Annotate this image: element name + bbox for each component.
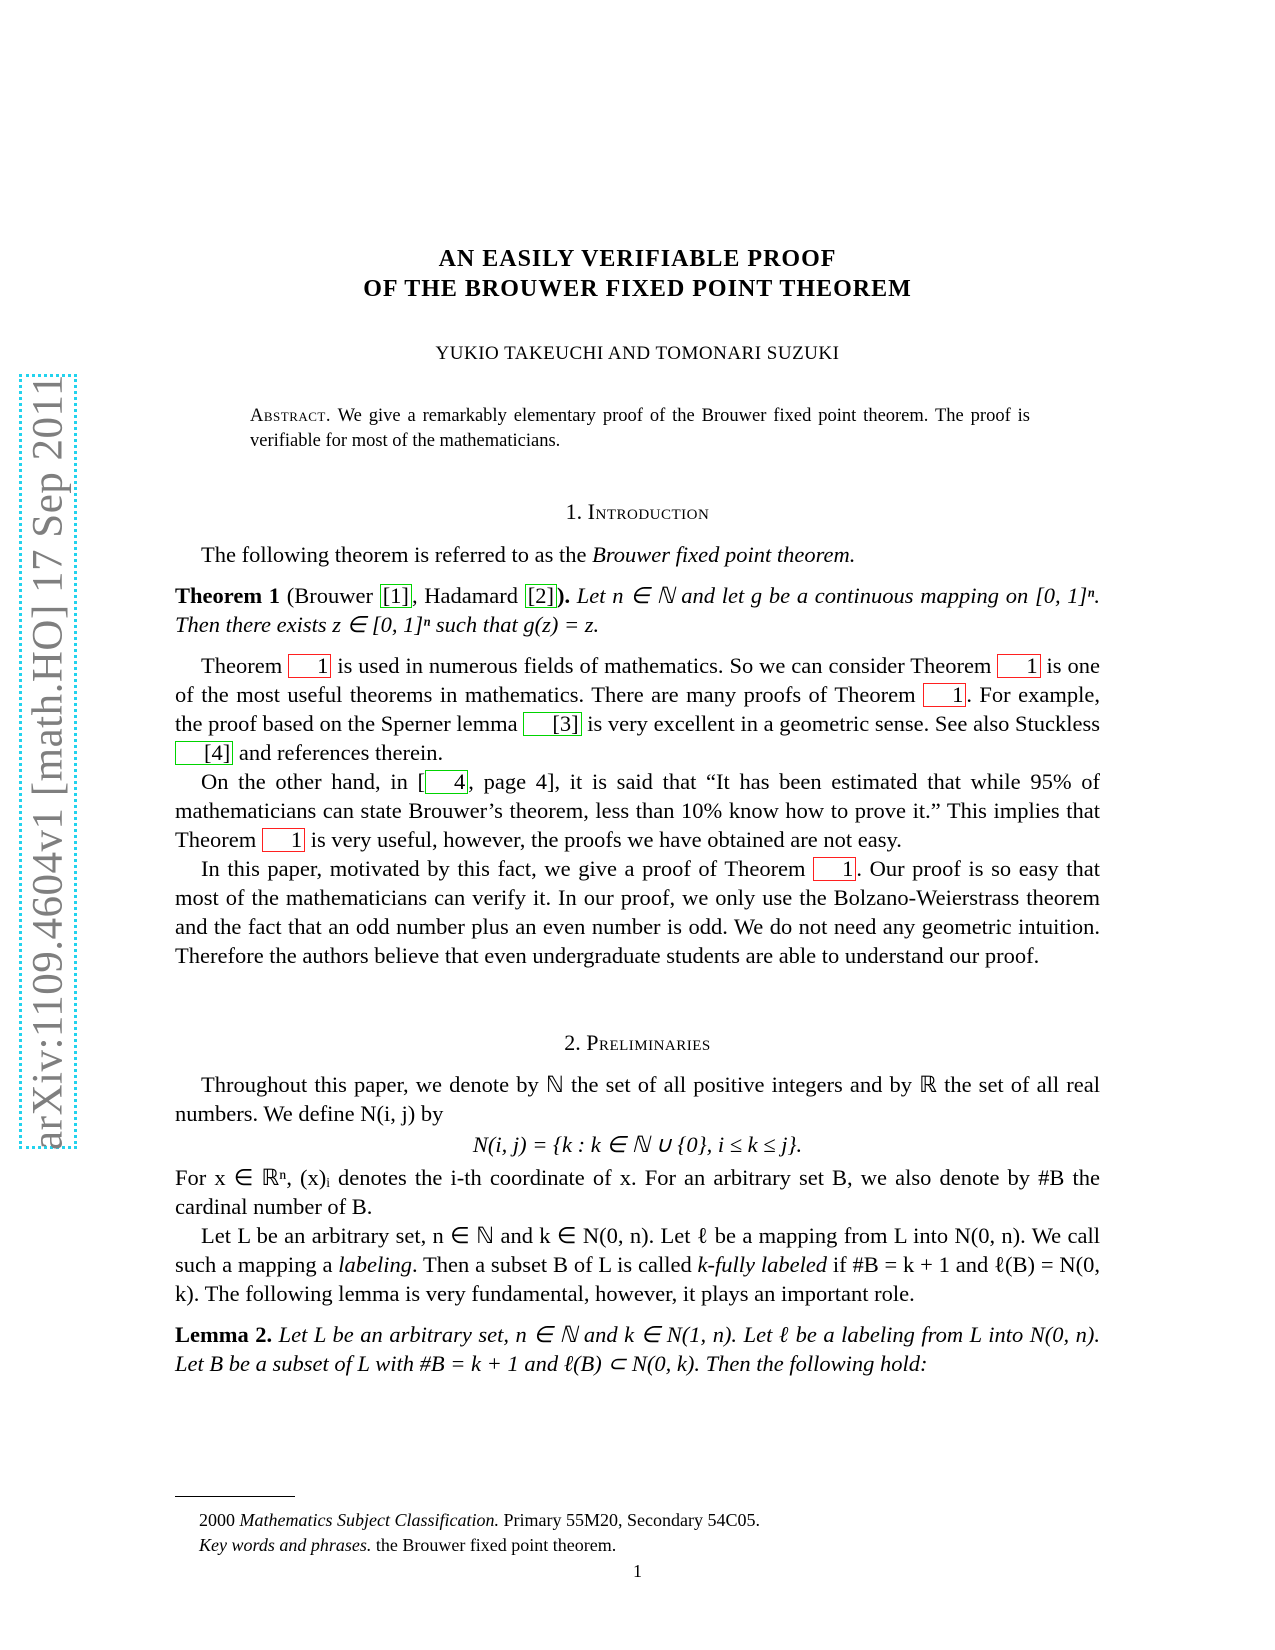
text: Key words and phrases.: [199, 1535, 372, 1555]
page-number: 1: [633, 1561, 642, 1581]
section-2-number: 2.: [564, 1030, 581, 1055]
text: is used in numerous fields of mathematics. So we can consider Theorem: [331, 653, 998, 678]
paragraph: For x ∈ ℝⁿ, (x)ᵢ denotes the i-th coordinate of x. For an arbitrary set B, we also denote by #B the cardinal number of B.: [175, 1165, 1100, 1219]
text: and references therein.: [233, 740, 444, 765]
abstract: [250, 404, 1030, 454]
theorem-1: [175, 581, 1100, 639]
text: Primary 55M20, Secondary 54C05.: [498, 1510, 760, 1530]
arxiv-stamp[interactable]: [19, 374, 77, 1149]
text: is very excellent in a geometric sense. See also Stuckless: [581, 711, 1100, 736]
section-1-body: [175, 540, 1100, 970]
theorem-attr: (Brouwer: [286, 583, 380, 608]
theorem-ref-link[interactable]: 1: [923, 683, 966, 707]
paper-title: [300, 244, 975, 304]
display-equation: N(i, j) = {k : k ∈ ℕ ∪ {0}, i ≤ k ≤ j}.: [472, 1132, 803, 1157]
citation-link[interactable]: [1]: [380, 584, 412, 608]
theorem-ref-link[interactable]: 1: [288, 654, 331, 678]
text: is very useful, however, the proofs we have obtained are not easy.: [305, 827, 902, 852]
text: , page 4], it is said that “It has been estimated that while 95% of mathematicians can state Brouwer’s theorem, less than 10% know how to prove it.” This implies that Theorem: [175, 769, 1100, 852]
paragraph: [175, 1221, 1100, 1308]
section-2-body: [175, 1070, 1100, 1378]
section-2-heading: [175, 1030, 1100, 1056]
section-1-title: Introduction: [587, 499, 710, 524]
section-2-title: Preliminaries: [586, 1030, 711, 1055]
abstract-text: We give a remarkably elementary proof of the Brouwer fixed point theorem. The proof is verifiable for most of the mathematicians.: [250, 406, 1030, 451]
lemma-2-label: Lemma 2.: [175, 1322, 273, 1347]
text: On the other hand, in [: [201, 769, 426, 794]
theorem-1-label: Theorem 1: [175, 583, 281, 608]
title-line-2: OF THE BROUWER FIXED POINT THEOREM: [363, 276, 912, 302]
section-1-number: 1.: [565, 499, 583, 524]
theorem-ref-link[interactable]: 1: [262, 828, 305, 852]
footnote-rule: [175, 1496, 295, 1497]
title-line-1: AN EASILY VERIFIABLE PROOF: [438, 246, 837, 272]
theorem-attr: ).: [556, 583, 571, 608]
footnote-keywords: [175, 1533, 1100, 1558]
section-1-heading: [175, 499, 1100, 525]
text: In this paper, motivated by this fact, we give a proof of Theorem: [201, 856, 814, 881]
paragraph: [175, 854, 1100, 970]
arxiv-identifier: arXiv:1109.4604v1 [math.HO] 17 Sep 2011: [24, 373, 72, 1150]
paragraph: Throughout this paper, we denote by ℕ the set of all positive integers and by ℝ the set of all real numbers. We define N(i, j) by: [175, 1072, 1100, 1126]
theorem-ref-link[interactable]: 1: [813, 857, 856, 881]
intro-paragraph: [175, 540, 1100, 569]
authors: YUKIO TAKEUCHI AND TOMONARI SUZUKI: [435, 343, 840, 364]
text: Theorem: [201, 653, 289, 678]
theorem-attr: , Hadamard: [411, 583, 525, 608]
lemma-2-body: Let L be an arbitrary set, n ∈ ℕ and k ∈ N(1, n). Let ℓ be a labeling from L into N(0, n). Let B be a subset of L with #B = k + 1 and ℓ(B) ⊂ N(0, k). Then the following hold:: [175, 1322, 1101, 1376]
intro-text: The following theorem is referred to as the: [201, 542, 593, 567]
text: . Then a subset B of L is called: [412, 1252, 698, 1277]
text: the Brouwer fixed point theorem.: [371, 1535, 617, 1555]
intro-term: Brouwer fixed point theorem.: [592, 542, 856, 567]
text: Let L be an arbitrary set, n ∈ ℕ and k ∈ N(0, n). Let ℓ be a mapping from L into N(0, n). We call such a mapping a: [175, 1223, 1100, 1277]
footnote-msc: [175, 1508, 1100, 1533]
paragraph: [175, 767, 1100, 854]
theorem-1-body: Let n ∈ ℕ and let g be a continuous mapping on [0, 1]ⁿ. Then there exists z ∈ [0, 1]ⁿ such that g(z) = z.: [175, 583, 1101, 637]
text: is one of the most useful theorems in mathematics. There are many proofs of Theorem: [175, 653, 1100, 707]
theorem-ref-link[interactable]: 1: [997, 654, 1040, 678]
citation-link[interactable]: [2]: [525, 584, 557, 608]
citation-link[interactable]: [3]: [523, 712, 581, 736]
abstract-label: Abstract.: [250, 406, 331, 426]
text: . For example, the proof based on the Sperner lemma: [175, 682, 1100, 736]
text: 2000: [199, 1510, 240, 1530]
term: k-fully labeled: [697, 1252, 828, 1277]
footnotes: [175, 1508, 1100, 1558]
lemma-2: [175, 1320, 1100, 1378]
text: if #B = k + 1 and ℓ(B) = N(0, k). The following lemma is very fundamental, however, it plays an important role.: [175, 1252, 1100, 1306]
citation-link[interactable]: 4: [425, 770, 468, 794]
text: Mathematics Subject Classification.: [239, 1510, 499, 1530]
paragraph: [175, 651, 1100, 767]
text: . Our proof is so easy that most of the mathematicians can verify it. In our proof, we only use the Bolzano-Weierstrass theorem and the fact that an odd number plus an even number is odd. We do not need any geometric intuition. Therefore the authors believe that even undergraduate students are able to understand our proof.: [175, 856, 1100, 968]
citation-link[interactable]: [4]: [175, 741, 233, 765]
term: labeling: [338, 1252, 413, 1277]
